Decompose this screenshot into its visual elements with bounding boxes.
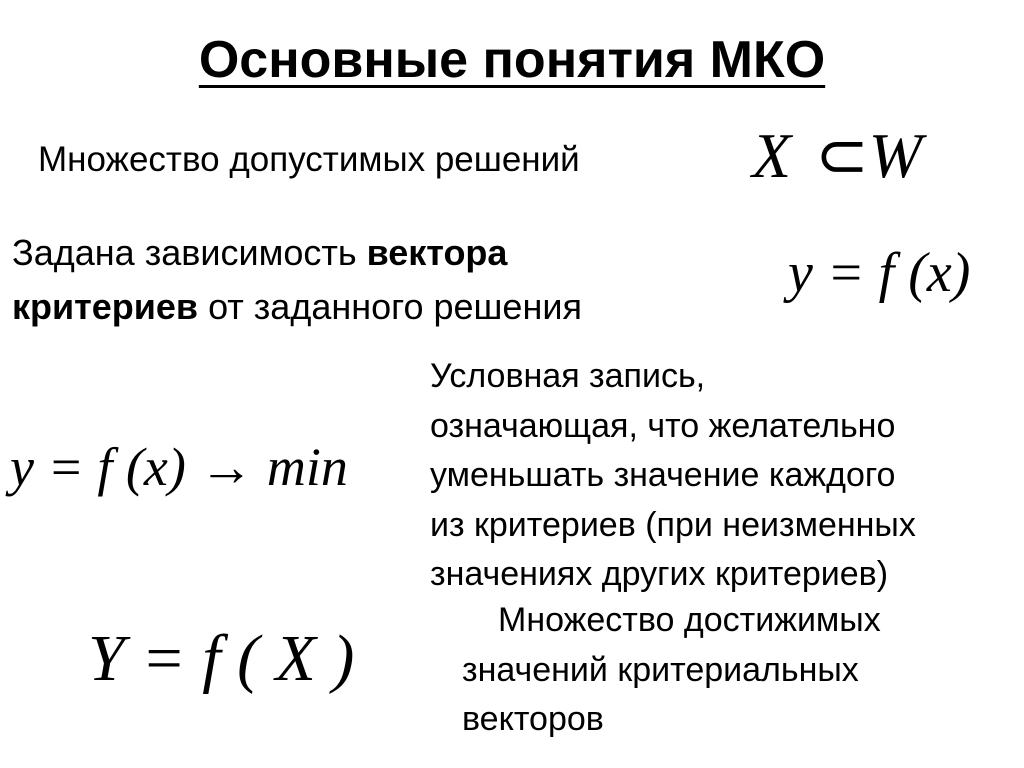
- explanation-line: из критериев (при неизменных: [430, 505, 916, 544]
- explanation-line: означающая, что желательно: [430, 406, 896, 445]
- attainable-label-line: Множество достижимых: [498, 601, 881, 639]
- criteria-dependency-text: [12, 226, 752, 334]
- formula-subset-symbol: ⊂: [815, 120, 869, 191]
- formula-feasible-subset: [752, 118, 922, 194]
- formula-set-w: W: [868, 120, 923, 191]
- formula-set-x: X: [752, 120, 792, 191]
- attainable-set-label: [462, 596, 1002, 745]
- explanation-line: Условная запись,: [430, 357, 706, 395]
- dependency-text-part1: Задана зависимость: [12, 232, 367, 273]
- dependency-text-bold-criteria: критериев: [12, 286, 199, 327]
- formula-minimization: y = f (x) → min: [10, 437, 348, 497]
- dependency-text-part2: от заданного решения: [198, 286, 582, 327]
- slide-title-text: Основные понятия МКО: [198, 31, 826, 89]
- minimization-explanation: [430, 352, 1020, 600]
- dependency-text-bold-vector: вектора: [366, 232, 508, 273]
- explanation-line: значениях других критериев): [430, 555, 889, 593]
- slide-title: [0, 22, 1024, 98]
- feasible-set-label: Множество допустимых решений: [38, 140, 580, 179]
- explanation-line: уменьшать значение каждого: [430, 456, 896, 494]
- attainable-label-line: векторов: [462, 700, 604, 738]
- formula-attainable-set: Y = f ( X ): [88, 622, 355, 695]
- attainable-label-line: значений критериальных: [462, 650, 859, 689]
- formula-y-equals-f-x: y = f (x): [788, 242, 971, 304]
